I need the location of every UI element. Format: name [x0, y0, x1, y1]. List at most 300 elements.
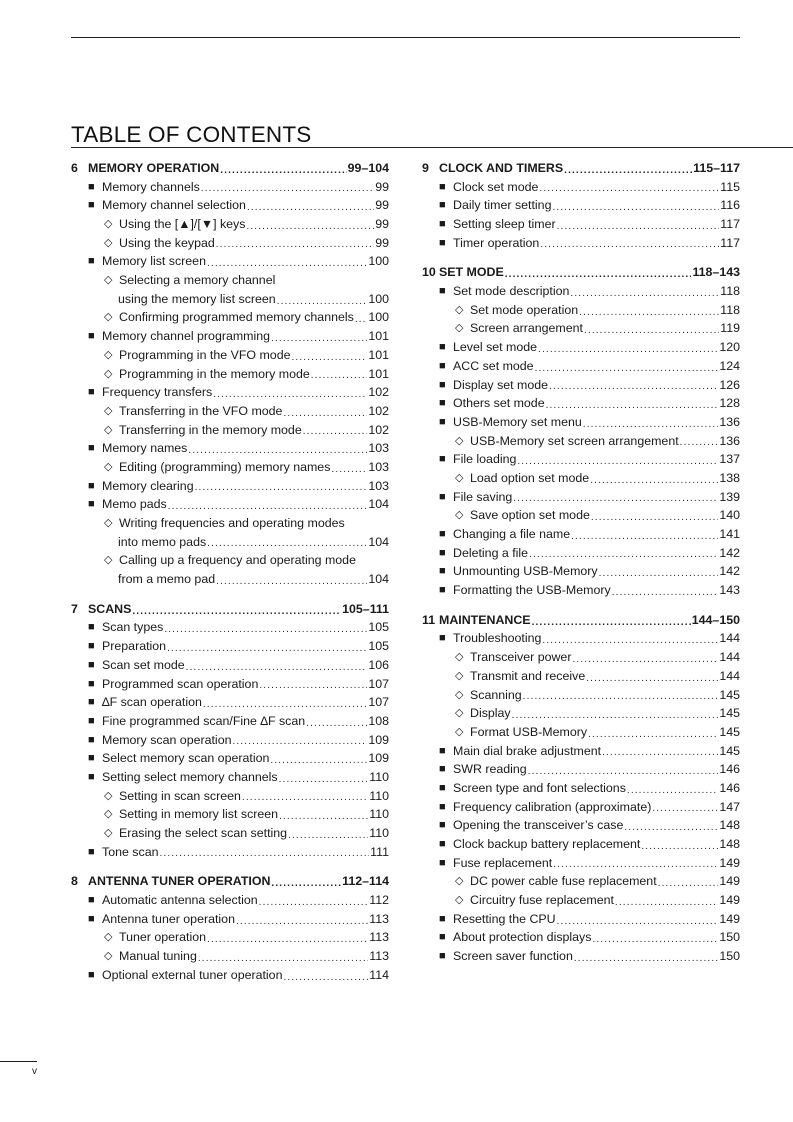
- toc-entry[interactable]: [71, 402, 389, 421]
- entry-text: Memo pads: [102, 497, 167, 512]
- diamond-bullet-icon: ◇: [455, 669, 464, 682]
- diamond-bullet-icon: ◇: [104, 827, 113, 840]
- dot-leader: [246, 215, 374, 234]
- dot-leader: [564, 159, 692, 178]
- toc-entry[interactable]: [422, 450, 740, 469]
- square-bullet-icon: ■: [439, 285, 446, 298]
- toc-entry[interactable]: [422, 581, 740, 600]
- section-number: 8: [71, 874, 78, 889]
- toc-entry[interactable]: [71, 731, 389, 750]
- diamond-bullet-icon: ◇: [104, 218, 113, 231]
- entry-text: Circuitry fuse replacement: [470, 893, 614, 908]
- entry-page: 149: [719, 911, 740, 926]
- toc-entry[interactable]: [71, 637, 389, 656]
- entry-page: 118: [720, 302, 740, 317]
- entry-page: 149: [719, 874, 740, 889]
- dot-leader: [583, 413, 719, 432]
- square-bullet-icon: ■: [88, 621, 95, 634]
- entry-page: 104: [368, 572, 389, 587]
- entry-text: Transferring in the VFO mode: [119, 403, 283, 418]
- dot-leader: [570, 282, 719, 301]
- toc-entry[interactable]: [422, 234, 740, 253]
- entry-page: 105: [368, 620, 389, 635]
- square-bullet-icon: ■: [88, 770, 95, 783]
- entry-page: 142: [719, 564, 740, 579]
- entry-page: 99: [375, 179, 389, 194]
- toc-entry[interactable]: [71, 805, 389, 824]
- entry-text: Erasing the select scan setting: [119, 826, 288, 841]
- dot-leader: [164, 619, 367, 638]
- entry-page: 117: [720, 235, 740, 250]
- entry-page: 136: [719, 433, 740, 448]
- toc-entry[interactable]: [422, 413, 740, 432]
- entry-text: Using the [▲]/[▼] keys: [119, 217, 246, 232]
- toc-entry[interactable]: [422, 742, 740, 761]
- page-number: v: [32, 1066, 37, 1077]
- square-bullet-icon: ■: [88, 733, 95, 746]
- section-heading[interactable]: [71, 872, 389, 891]
- toc-entry[interactable]: [71, 570, 389, 589]
- entry-text: Selecting a memory channel: [119, 273, 276, 288]
- toc-entry[interactable]: [422, 779, 740, 798]
- entry-text: Writing frequencies and operating modes: [119, 516, 345, 531]
- entry-page: 103: [368, 441, 389, 456]
- toc-entry[interactable]: [422, 338, 740, 357]
- section-heading[interactable]: [71, 159, 389, 178]
- diamond-bullet-icon: ◇: [104, 789, 113, 802]
- entry-page: 112: [369, 893, 389, 908]
- entry-page: 136: [719, 414, 740, 429]
- entry-page: 140: [719, 508, 740, 523]
- toc-entry[interactable]: [71, 439, 389, 458]
- toc-entry[interactable]: [71, 234, 389, 253]
- entry-page: 104: [368, 534, 389, 549]
- toc-entry[interactable]: [71, 421, 389, 440]
- square-bullet-icon: ■: [439, 199, 446, 212]
- entry-text: Display set mode: [453, 377, 549, 392]
- toc-entry[interactable]: [71, 290, 389, 309]
- diamond-bullet-icon: ◇: [455, 725, 464, 738]
- diamond-bullet-icon: ◇: [104, 311, 113, 324]
- diamond-bullet-icon: ◇: [104, 348, 113, 361]
- entry-text: Unmounting USB-Memory: [453, 564, 598, 579]
- entry-text: Screen arrangement: [470, 321, 583, 336]
- toc-entry[interactable]: [422, 488, 740, 507]
- toc-entry[interactable]: [71, 196, 389, 215]
- section-pages: 115–117: [693, 160, 740, 175]
- dot-leader: [538, 338, 718, 357]
- entry-page: 145: [719, 706, 740, 721]
- toc-entry[interactable]: [422, 704, 740, 723]
- square-bullet-icon: ■: [88, 199, 95, 212]
- entry-page: 100: [368, 291, 389, 306]
- toc-entry[interactable]: [422, 910, 740, 929]
- entry-text: Save option set mode: [470, 508, 590, 523]
- toc-entry[interactable]: [71, 365, 389, 384]
- entry-text: USB-Memory set menu: [453, 414, 582, 429]
- diamond-bullet-icon: ◇: [104, 931, 113, 944]
- dot-leader: [615, 891, 718, 910]
- dot-leader: [512, 704, 719, 723]
- dot-leader: [612, 581, 719, 600]
- square-bullet-icon: ■: [88, 912, 95, 925]
- square-bullet-icon: ■: [439, 180, 446, 193]
- dot-leader: [572, 648, 718, 667]
- diamond-bullet-icon: ◇: [104, 808, 113, 821]
- entry-text: Setting in memory list screen: [119, 807, 279, 822]
- section-title: SCANS: [88, 601, 132, 616]
- toc-entry[interactable]: [422, 432, 740, 451]
- dot-leader: [529, 544, 718, 563]
- entry-page: 100: [368, 310, 389, 325]
- entry-text: Using the keypad: [119, 235, 215, 250]
- entry-text: Scanning: [470, 687, 522, 702]
- entry-page: 139: [719, 489, 740, 504]
- toc-entry[interactable]: [71, 966, 389, 985]
- entry-text: Programmed scan operation: [102, 676, 259, 691]
- square-bullet-icon: ■: [88, 752, 95, 765]
- toc-entry[interactable]: [422, 196, 740, 215]
- entry-text: Timer operation: [453, 235, 540, 250]
- toc-entry[interactable]: [422, 282, 740, 301]
- toc-entry[interactable]: [71, 947, 389, 966]
- dot-leader: [232, 731, 367, 750]
- entry-text: DC power cable fuse replacement: [470, 874, 657, 889]
- square-bullet-icon: ■: [439, 528, 446, 541]
- entry-text: Troubleshooting: [453, 631, 542, 646]
- section-pages: 144–150: [691, 612, 740, 627]
- dot-leader: [542, 630, 718, 649]
- square-bullet-icon: ■: [439, 359, 446, 372]
- dot-leader: [553, 854, 718, 873]
- dot-leader: [584, 320, 719, 339]
- diamond-bullet-icon: ◇: [455, 471, 464, 484]
- entry-text: Memory names: [102, 441, 188, 456]
- entry-text: Confirming programmed memory channels: [119, 310, 354, 325]
- entry-page: 138: [719, 470, 740, 485]
- dot-leader: [641, 835, 718, 854]
- dot-leader: [303, 421, 368, 440]
- entry-page: 102: [368, 385, 389, 400]
- entry-page: 110: [369, 788, 389, 803]
- dot-leader: [207, 929, 368, 948]
- section-title: ANTENNA TUNER OPERATION: [88, 874, 271, 889]
- toc-section: [422, 611, 740, 966]
- toc-entry[interactable]: [422, 686, 740, 705]
- entry-page: 107: [368, 676, 389, 691]
- dot-leader: [557, 215, 720, 234]
- entry-page: 101: [368, 329, 389, 344]
- square-bullet-icon: ■: [439, 565, 446, 578]
- entry-page: 144: [719, 668, 740, 683]
- entry-page: 114: [369, 967, 389, 982]
- square-bullet-icon: ■: [439, 490, 446, 503]
- entry-page: 99: [375, 235, 389, 250]
- toc-entry[interactable]: [422, 798, 740, 817]
- square-bullet-icon: ■: [439, 415, 446, 428]
- toc-entry[interactable]: [71, 327, 389, 346]
- toc-entry[interactable]: [422, 301, 740, 320]
- toc-entry[interactable]: [422, 376, 740, 395]
- entry-text: Display: [470, 706, 511, 721]
- entry-text: Editing (programming) memory names: [119, 459, 331, 474]
- toc-entry[interactable]: [422, 760, 740, 779]
- toc-entry[interactable]: [71, 843, 389, 862]
- section-heading[interactable]: [422, 159, 740, 178]
- dot-leader: [331, 458, 367, 477]
- toc-entry[interactable]: [71, 533, 389, 552]
- toc-entry[interactable]: [71, 215, 389, 234]
- diamond-bullet-icon: ◇: [455, 651, 464, 664]
- dot-leader: [546, 394, 719, 413]
- dot-leader: [602, 742, 718, 761]
- top-rule: [71, 37, 740, 38]
- section-title: CLOCK AND TIMERS: [439, 160, 564, 175]
- toc-entry[interactable]: [422, 929, 740, 948]
- entry-text: Optional external tuner operation: [102, 967, 283, 982]
- toc-entry[interactable]: [422, 357, 740, 376]
- square-bullet-icon: ■: [439, 453, 446, 466]
- dot-leader: [283, 402, 367, 421]
- entry-text: USB-Memory set screen arrangement: [470, 433, 679, 448]
- square-bullet-icon: ■: [439, 763, 446, 776]
- toc-entry[interactable]: [71, 383, 389, 402]
- toc-entry[interactable]: [422, 394, 740, 413]
- entry-text: Programming in the VFO mode: [119, 347, 291, 362]
- toc-section: [422, 159, 740, 252]
- entry-text: File loading: [453, 452, 517, 467]
- entry-text: Memory channel selection: [102, 198, 246, 213]
- entry-page: 116: [720, 198, 740, 213]
- square-bullet-icon: ■: [88, 330, 95, 343]
- entry-text: Level set mode: [453, 340, 538, 355]
- section-number: 7: [71, 601, 78, 616]
- entry-text: Opening the transceiver’s case: [453, 818, 624, 833]
- toc-entry[interactable]: [71, 551, 389, 570]
- toc-entry[interactable]: [422, 630, 740, 649]
- toc-entry[interactable]: [71, 824, 389, 843]
- dot-leader: [201, 178, 374, 197]
- toc-entry[interactable]: [422, 320, 740, 339]
- toc-entry[interactable]: [71, 675, 389, 694]
- dot-leader: [539, 178, 719, 197]
- toc-entry[interactable]: [422, 723, 740, 742]
- toc-entry[interactable]: [422, 891, 740, 910]
- square-bullet-icon: ■: [88, 498, 95, 511]
- diamond-bullet-icon: ◇: [455, 322, 464, 335]
- entry-text: Setting sleep timer: [453, 217, 556, 232]
- toc-section: [71, 600, 389, 862]
- toc-entry[interactable]: [71, 309, 389, 328]
- square-bullet-icon: ■: [439, 236, 446, 249]
- entry-page: 145: [719, 724, 740, 739]
- toc-entry[interactable]: [422, 469, 740, 488]
- toc-entry[interactable]: [422, 667, 740, 686]
- dot-leader: [213, 383, 367, 402]
- entry-page: 144: [719, 631, 740, 646]
- entry-text: Screen saver function: [453, 949, 573, 964]
- entry-text: Clock set mode: [453, 179, 539, 194]
- toc-entry[interactable]: [422, 648, 740, 667]
- entry-page: 99: [375, 217, 389, 232]
- dot-leader: [216, 570, 367, 589]
- entry-text: Scan types: [102, 620, 164, 635]
- entry-page: 107: [368, 695, 389, 710]
- dot-leader: [571, 525, 718, 544]
- dot-leader: [186, 656, 368, 675]
- dot-leader: [159, 843, 369, 862]
- entry-page: 102: [368, 403, 389, 418]
- dot-leader: [277, 290, 368, 309]
- section-heading[interactable]: [71, 600, 389, 619]
- square-bullet-icon: ■: [439, 838, 446, 851]
- entry-text: Fuse replacement: [453, 855, 553, 870]
- entry-page: 145: [719, 743, 740, 758]
- dot-leader: [523, 686, 719, 705]
- toc-entry[interactable]: [71, 178, 389, 197]
- toc-entry[interactable]: [71, 768, 389, 787]
- entry-text: Automatic antenna selection: [102, 893, 258, 908]
- entry-text: Set mode description: [453, 284, 570, 299]
- diamond-bullet-icon: ◇: [455, 875, 464, 888]
- toc-entry[interactable]: [71, 787, 389, 806]
- toc-entry[interactable]: [422, 215, 740, 234]
- dot-leader: [167, 637, 367, 656]
- toc-entry[interactable]: [422, 816, 740, 835]
- dot-leader: [574, 947, 718, 966]
- entry-text: Memory scan operation: [102, 732, 232, 747]
- entry-page: 126: [719, 377, 740, 392]
- dot-leader: [271, 872, 341, 891]
- toc-entry[interactable]: [71, 346, 389, 365]
- square-bullet-icon: ■: [88, 968, 95, 981]
- entry-page: 141: [719, 527, 740, 542]
- entry-text: Frequency calibration (approximate): [453, 799, 652, 814]
- section-pages: 99–104: [347, 160, 389, 175]
- section-pages: 105–111: [342, 601, 389, 616]
- title-rule: [71, 147, 793, 148]
- toc-entry[interactable]: [422, 562, 740, 581]
- square-bullet-icon: ■: [88, 442, 95, 455]
- toc-entry[interactable]: [422, 506, 740, 525]
- toc-entry[interactable]: [71, 891, 389, 910]
- entry-page: 150: [719, 930, 740, 945]
- dot-leader: [188, 439, 367, 458]
- entry-page: 118: [720, 284, 740, 299]
- dot-leader: [588, 723, 718, 742]
- toc-entry[interactable]: [71, 656, 389, 675]
- toc-entry[interactable]: [71, 929, 389, 948]
- entry-text: Transceiver power: [470, 650, 572, 665]
- entry-page: 124: [719, 358, 740, 373]
- diamond-bullet-icon: ◇: [455, 303, 464, 316]
- square-bullet-icon: ■: [439, 341, 446, 354]
- toc-entry[interactable]: [422, 947, 740, 966]
- square-bullet-icon: ■: [439, 218, 446, 231]
- section-pages: 118–143: [692, 265, 740, 280]
- toc-entry[interactable]: [71, 495, 389, 514]
- toc-entry[interactable]: [71, 458, 389, 477]
- square-bullet-icon: ■: [439, 397, 446, 410]
- entry-text: Memory clearing: [102, 478, 194, 493]
- dot-leader: [599, 562, 719, 581]
- entry-page: 117: [720, 217, 740, 232]
- section-pages: 112–114: [342, 874, 389, 889]
- entry-text: File saving: [453, 489, 513, 504]
- entry-text: into memo pads: [118, 534, 207, 549]
- toc-entry[interactable]: [71, 477, 389, 496]
- dot-leader: [279, 805, 368, 824]
- entry-page: 128: [719, 396, 740, 411]
- dot-leader: [624, 816, 718, 835]
- entry-page: 110: [369, 769, 389, 784]
- entry-text: Frequency transfers: [102, 385, 213, 400]
- diamond-bullet-icon: ◇: [104, 554, 113, 567]
- toc-entry[interactable]: [71, 619, 389, 638]
- diamond-bullet-icon: ◇: [455, 509, 464, 522]
- toc-entry[interactable]: [422, 872, 740, 891]
- dot-leader: [627, 779, 718, 798]
- toc-entry[interactable]: [422, 178, 740, 197]
- dot-leader: [591, 506, 718, 525]
- entry-text: Setting select memory channels: [102, 769, 278, 784]
- entry-page: 145: [719, 687, 740, 702]
- entry-text: Calling up a frequency and operating mode: [119, 553, 356, 568]
- toc-entry[interactable]: [422, 854, 740, 873]
- entry-page: 142: [719, 545, 740, 560]
- square-bullet-icon: ■: [439, 819, 446, 832]
- dot-leader: [306, 712, 367, 731]
- entry-page: 101: [368, 366, 389, 381]
- toc-entry[interactable]: [71, 693, 389, 712]
- toc-entry[interactable]: [422, 835, 740, 854]
- section-title: SET MODE: [439, 265, 504, 280]
- dot-leader: [259, 675, 367, 694]
- dot-leader: [195, 477, 368, 496]
- toc-entry[interactable]: [71, 712, 389, 731]
- section-heading[interactable]: [422, 263, 740, 282]
- entry-page: 113: [369, 911, 389, 926]
- entry-text: Main dial brake adjustment: [453, 743, 602, 758]
- dot-leader: [549, 376, 718, 395]
- entry-page: 103: [368, 459, 389, 474]
- square-bullet-icon: ■: [439, 856, 446, 869]
- toc-entry[interactable]: [422, 525, 740, 544]
- toc-entry[interactable]: [71, 514, 389, 533]
- square-bullet-icon: ■: [439, 632, 446, 645]
- square-bullet-icon: ■: [439, 584, 446, 597]
- entry-page: 144: [719, 650, 740, 665]
- footer-rule: [0, 1061, 37, 1062]
- toc-entry[interactable]: [71, 910, 389, 929]
- entry-page: 113: [369, 949, 389, 964]
- dot-leader: [291, 346, 367, 365]
- dot-leader: [283, 966, 368, 985]
- entry-text: Daily timer setting: [453, 198, 552, 213]
- entry-text: using the memory list screen: [118, 291, 276, 306]
- square-bullet-icon: ■: [88, 845, 95, 858]
- dot-leader: [513, 488, 718, 507]
- entry-page: 146: [719, 780, 740, 795]
- toc-entry[interactable]: [71, 271, 389, 290]
- diamond-bullet-icon: ◇: [104, 274, 113, 287]
- square-bullet-icon: ■: [88, 386, 95, 399]
- section-heading[interactable]: [422, 611, 740, 630]
- dot-leader: [528, 760, 719, 779]
- toc-entry[interactable]: [422, 544, 740, 563]
- toc-entry[interactable]: [71, 252, 389, 271]
- toc-entry[interactable]: [71, 749, 389, 768]
